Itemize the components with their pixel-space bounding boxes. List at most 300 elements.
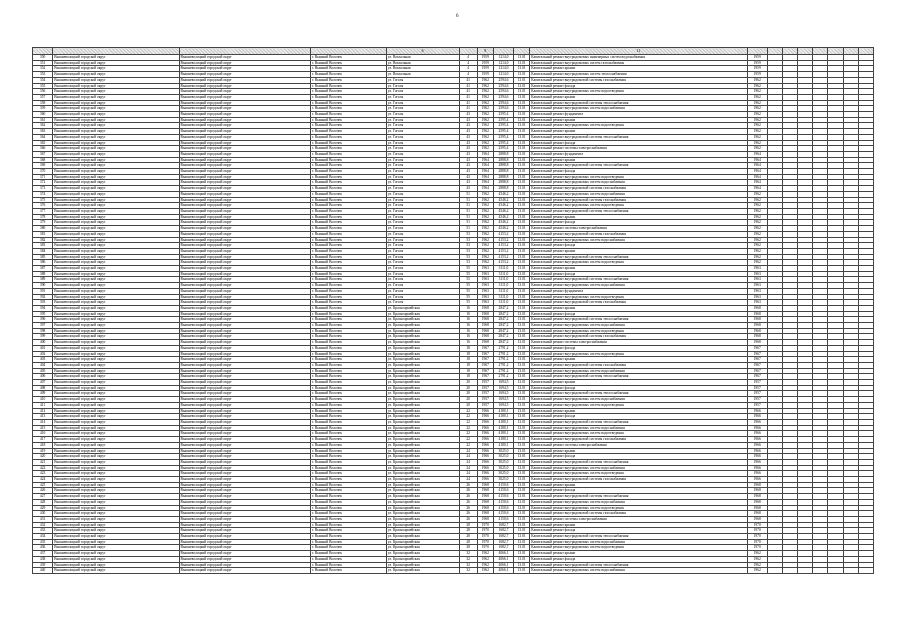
table-cell: Вышневолоцкий городской округ	[53, 562, 179, 568]
table-cell: Вышневолоцкий городской округ	[179, 66, 310, 72]
table-cell: 387	[33, 266, 53, 272]
table-cell: 1962	[477, 100, 493, 106]
table-cell: Капитальный ремонт фасада	[530, 556, 747, 562]
table-cell: Вышневолоцкий городской округ	[179, 243, 310, 249]
table-cell: Вышневолоцкий городской округ	[53, 334, 179, 340]
table-cell: ул. Красноармейская	[386, 459, 459, 465]
table-cell: 51	[459, 220, 477, 226]
column-header	[782, 48, 797, 55]
table-cell: 13.01	[514, 334, 530, 340]
table-cell: 374	[33, 191, 53, 197]
table-cell: Вышневолоцкий городской округ	[179, 169, 310, 175]
table-cell: Капитальный ремонт внутридомовой системы теплоснабжения	[530, 459, 747, 465]
table-cell: Вышневолоцкий городской округ	[53, 499, 179, 505]
table-cell: 4153,2	[493, 231, 513, 237]
table-cell: 1968	[477, 323, 493, 329]
table-cell: 422	[33, 465, 53, 471]
table-cell: Вышневолоцкий городской округ	[179, 528, 310, 534]
table-cell: Капитальный ремонт крыши	[530, 357, 747, 363]
table-cell: Вышневолоцкий городской округ	[179, 442, 310, 448]
table-cell: 13.01	[514, 214, 530, 220]
table-cell: 437	[33, 551, 53, 557]
table-cell: 2594,6	[493, 89, 513, 95]
table-cell: г. Вышний Волочек	[310, 568, 386, 574]
table-cell: 372	[33, 180, 53, 186]
table-cell: г. Вышний Волочек	[310, 117, 386, 123]
table-cell: ул. Гоголя	[386, 220, 459, 226]
table-cell	[843, 568, 858, 574]
table-cell: ул. Гоголя	[386, 254, 459, 260]
table-cell: 4153,2	[493, 248, 513, 254]
table-cell: 20	[459, 385, 477, 391]
table-cell: 1962	[747, 237, 767, 243]
table-cell: 4	[459, 60, 477, 66]
table-cell: г. Вышний Волочек	[310, 151, 386, 157]
table-cell: 1959	[477, 60, 493, 66]
table-cell: 390	[33, 283, 53, 289]
table-cell: 55	[459, 300, 477, 306]
table-cell: 13.01	[514, 123, 530, 129]
table-cell: г. Вышний Волочек	[310, 551, 386, 557]
table-cell: Вышневолоцкий городской округ	[53, 568, 179, 574]
table-cell: Капитальный ремонт фасада	[530, 271, 747, 277]
table-cell: Капитальный ремонт фасада	[530, 385, 747, 391]
table-cell: 1968	[477, 482, 493, 488]
column-header	[33, 48, 53, 55]
table-cell: 4546,2	[493, 220, 513, 226]
table-cell: Капитальный ремонт фасада	[530, 311, 747, 317]
table-cell: 1966	[747, 414, 767, 420]
table-cell: г. Вышний Волочек	[310, 488, 386, 494]
table-cell: 1957	[477, 397, 493, 403]
table-cell: г. Вышний Волочек	[310, 459, 386, 465]
table-cell: 13.01	[514, 323, 530, 329]
table-cell: 16	[459, 323, 477, 329]
table-cell: 1967	[477, 345, 493, 351]
table-cell: 13.01	[514, 248, 530, 254]
table-cell: 13.01	[514, 72, 530, 78]
table-cell: 1967	[477, 351, 493, 357]
table-cell: Капитальный ремонт крыши	[530, 66, 747, 72]
table-cell: 379	[33, 220, 53, 226]
table-cell: 370	[33, 169, 53, 175]
table-cell: 1963	[747, 294, 767, 300]
table-cell: г. Вышний Волочек	[310, 180, 386, 186]
table-cell: 1963	[747, 277, 767, 283]
table-cell: Капитальный ремонт внутридомовых систем водоотведения	[530, 89, 747, 95]
table-cell: ул. Гоголя	[386, 117, 459, 123]
table-cell	[798, 568, 813, 574]
table-cell: 13.01	[514, 477, 530, 483]
table-cell: Вышневолоцкий городской округ	[53, 140, 179, 146]
table-cell: Вышневолоцкий городской округ	[179, 220, 310, 226]
column-header	[459, 48, 477, 55]
table-cell: Вышневолоцкий городской округ	[179, 420, 310, 426]
table-cell: г. Вышний Волочек	[310, 169, 386, 175]
table-cell: Вышневолоцкий городской округ	[179, 448, 310, 454]
table-cell: 1962	[477, 117, 493, 123]
table-cell: г. Вышний Волочек	[310, 494, 386, 500]
table-cell: 2791,2	[493, 362, 513, 368]
table-cell: Капитальный ремонт внутридомовой системы газоснабжения	[530, 186, 747, 192]
table-cell: 1962	[747, 260, 767, 266]
table-cell: 13.01	[514, 516, 530, 522]
table-cell: Вышневолоцкий городской округ	[179, 186, 310, 192]
table-cell: 383	[33, 243, 53, 249]
table-cell: Вышневолоцкий городской округ	[53, 357, 179, 363]
table-cell: Вышневолоцкий городской округ	[179, 146, 310, 152]
table-cell: г. Вышний Волочек	[310, 83, 386, 89]
table-cell: 4150,6	[493, 516, 513, 522]
table-cell: Вышневолоцкий городской округ	[179, 568, 310, 574]
table-cell: 429	[33, 505, 53, 511]
table-cell: 1970	[747, 528, 767, 534]
table-cell: Вышневолоцкий городской округ	[53, 385, 179, 391]
table-cell: 41	[459, 77, 477, 83]
table-cell: Капитальный ремонт внутридомовой системы теплоснабжения	[530, 100, 747, 106]
table-cell: Капитальный ремонт фасада	[530, 488, 747, 494]
table-cell: 1682,7	[493, 545, 513, 551]
table-cell: Вышневолоцкий городской округ	[179, 397, 310, 403]
table-cell: Вышневолоцкий городской округ	[53, 442, 179, 448]
table-cell: 1966	[477, 414, 493, 420]
table-cell: Вышневолоцкий городской округ	[179, 477, 310, 483]
table-cell: г. Вышний Волочек	[310, 556, 386, 562]
table-cell: Вышневолоцкий городской округ	[53, 89, 179, 95]
table-cell: 1968	[747, 499, 767, 505]
table-cell: Вышневолоцкий городской округ	[179, 351, 310, 357]
table-cell: Капитальный ремонт внутридомовых систем водоснабжения	[530, 283, 747, 289]
table-cell: 13.01	[514, 260, 530, 266]
table-cell: 4180,1	[493, 442, 513, 448]
table-cell: 13.01	[514, 368, 530, 374]
table-cell: Вышневолоцкий городской округ	[53, 437, 179, 443]
table-cell: 13.01	[514, 414, 530, 420]
table-cell: Капитальный ремонт внутридомовых систем газоснабжения	[530, 60, 747, 66]
table-cell: 4150,6	[493, 505, 513, 511]
table-cell: Вышневолоцкий городской округ	[53, 197, 179, 203]
table-cell: 2791,2	[493, 351, 513, 357]
table-cell: Капитальный ремонт внутридомовых систем водоотведения	[530, 294, 747, 300]
table-cell: ул. Красноармейская	[386, 311, 459, 317]
table-cell: 13.01	[514, 83, 530, 89]
table-cell: Вышневолоцкий городской округ	[53, 214, 179, 220]
table-cell: 43	[459, 157, 477, 163]
table-cell: 1963	[477, 283, 493, 289]
table-cell: 43	[459, 186, 477, 192]
table-cell: 1962	[747, 197, 767, 203]
table-cell: 1970	[477, 528, 493, 534]
table-cell: 1963	[477, 300, 493, 306]
table-cell: ул. Гоголя	[386, 180, 459, 186]
table-cell: Капитальный ремонт фундамента	[530, 288, 747, 294]
table-cell: 43	[459, 123, 477, 129]
table-cell: 13.01	[514, 77, 530, 83]
table-cell: Вышневолоцкий городской округ	[53, 271, 179, 277]
table-cell: 28	[459, 539, 477, 545]
table-cell: 13.01	[514, 180, 530, 186]
table-cell: Капитальный ремонт внутридомовой системы газоснабжения	[530, 362, 747, 368]
table-cell: Капитальный ремонт крыши	[530, 408, 747, 414]
table-cell: 1966	[747, 477, 767, 483]
table-cell: 13.01	[514, 420, 530, 426]
table-cell: 1962	[477, 237, 493, 243]
table-cell: 51	[459, 226, 477, 232]
table-cell: г. Вышний Волочек	[310, 431, 386, 437]
table-cell: 13.01	[514, 437, 530, 443]
table-cell: Капитальный ремонт внутридомовых систем водоснабжения	[530, 191, 747, 197]
table-cell: 4153,2	[493, 260, 513, 266]
table-cell: 2847,2	[493, 305, 513, 311]
table-cell: 1962	[477, 129, 493, 135]
table-cell: г. Вышний Волочек	[310, 123, 386, 129]
table-cell: г. Вышний Волочек	[310, 288, 386, 294]
table-cell: ул. Красноармейская	[386, 323, 459, 329]
table-cell: 2847,2	[493, 340, 513, 346]
table-cell: г. Вышний Волочек	[310, 89, 386, 95]
table-cell: Капитальный ремонт внутридомовых систем водоотведения	[530, 351, 747, 357]
table-cell: 1964	[477, 151, 493, 157]
table-cell: Вышневолоцкий городской округ	[179, 494, 310, 500]
table-cell: 1968	[477, 505, 493, 511]
table-cell: 13.01	[514, 494, 530, 500]
table-cell: Вышневолоцкий городской округ	[53, 134, 179, 140]
table-cell: 1964	[747, 180, 767, 186]
table-cell: ул. Красноармейская	[386, 357, 459, 363]
table-cell: 350	[33, 55, 53, 61]
table-cell: 1962	[477, 562, 493, 568]
table-cell: г. Вышний Волочек	[310, 385, 386, 391]
table-cell: 22	[459, 425, 477, 431]
table-cell	[828, 568, 843, 574]
table-cell: 427	[33, 494, 53, 500]
table-cell: 4066,1	[493, 556, 513, 562]
table-cell: 1962	[747, 100, 767, 106]
table-cell: ул. Вокзальная	[386, 55, 459, 61]
table-cell: Вышневолоцкий городской округ	[53, 516, 179, 522]
table-cell: 1962	[747, 214, 767, 220]
table-cell: Капитальный ремонт внутридомовой системы теплоснабжения	[530, 562, 747, 568]
table-cell: Вышневолоцкий городской округ	[53, 237, 179, 243]
table-cell: 440	[33, 568, 53, 574]
table-cell: 1957	[747, 385, 767, 391]
table-cell: 55	[459, 266, 477, 272]
table-cell: 4150,6	[493, 488, 513, 494]
table-cell: 1694,5	[493, 385, 513, 391]
table-cell: 26	[459, 511, 477, 517]
table-cell: 1968	[747, 311, 767, 317]
table-cell: 4066,1	[493, 562, 513, 568]
table-cell: ул. Гоголя	[386, 174, 459, 180]
table-cell: 1962	[747, 146, 767, 152]
table-cell: 426	[33, 488, 53, 494]
table-cell: ул. Красноармейская	[386, 505, 459, 511]
table-cell: 359	[33, 106, 53, 112]
table-cell: 366	[33, 146, 53, 152]
table-cell: 1968	[747, 516, 767, 522]
table-cell: 4546,2	[493, 197, 513, 203]
table-cell: 41	[459, 100, 477, 106]
table-cell: 13.01	[514, 568, 530, 574]
table-cell: г. Вышний Волочек	[310, 220, 386, 226]
table-cell: Капитальный ремонт внутридомовой системы теплоснабжения	[530, 494, 747, 500]
table-cell: 26	[459, 499, 477, 505]
table-cell: ул. Красноармейская	[386, 362, 459, 368]
table-cell: 363	[33, 129, 53, 135]
table-cell: 356	[33, 89, 53, 95]
table-cell: Вышневолоцкий городской округ	[53, 488, 179, 494]
table-cell: 1959	[747, 66, 767, 72]
table-cell: Вышневолоцкий городской округ	[179, 471, 310, 477]
table-cell: Вышневолоцкий городской округ	[179, 328, 310, 334]
table-cell: 1957	[747, 397, 767, 403]
table-cell: 1966	[477, 459, 493, 465]
table-cell: Вышневолоцкий городской округ	[53, 471, 179, 477]
table-cell: 32	[459, 556, 477, 562]
table-cell: 2888,8	[493, 169, 513, 175]
table-cell: Вышневолоцкий городской округ	[179, 545, 310, 551]
table-cell: ул. Гоголя	[386, 100, 459, 106]
table-cell: 13.01	[514, 66, 530, 72]
table-cell: 1968	[477, 494, 493, 500]
table-cell: 1962	[747, 191, 767, 197]
table-cell: г. Вышний Волочек	[310, 55, 386, 61]
table-cell: 13.01	[514, 163, 530, 169]
table-cell: 1966	[477, 408, 493, 414]
table-cell: ул. Красноармейская	[386, 374, 459, 380]
table-cell: 1962	[477, 146, 493, 152]
table-cell: 16	[459, 305, 477, 311]
table-cell: г. Вышний Волочек	[310, 465, 386, 471]
table-cell: Капитальный ремонт крыши	[530, 551, 747, 557]
table-cell: 4150,6	[493, 494, 513, 500]
table-cell: 381	[33, 231, 53, 237]
table-cell: 28	[459, 522, 477, 528]
table-cell: 2888,8	[493, 174, 513, 180]
table-cell: 18	[459, 357, 477, 363]
table-cell: 1957	[477, 391, 493, 397]
table-cell: 1962	[747, 89, 767, 95]
table-cell: Капитальный ремонт внутридомовых систем водоотведения	[530, 174, 747, 180]
table-cell: Вышневолоцкий городской округ	[53, 539, 179, 545]
table-cell: 13.01	[514, 226, 530, 232]
table-cell: 51	[459, 203, 477, 209]
table-cell: 352	[33, 66, 53, 72]
table-cell: ул. Гоголя	[386, 146, 459, 152]
table-cell: Вышневолоцкий городской округ	[179, 499, 310, 505]
table-cell: 1968	[477, 511, 493, 517]
table-cell: Вышневолоцкий городской округ	[53, 414, 179, 420]
table-cell: 13.01	[514, 397, 530, 403]
column-header	[828, 48, 843, 55]
table-cell: Капитальный ремонт внутридомовой системы теплоснабжения	[530, 277, 747, 283]
table-cell: Капитальный ремонт фасада	[530, 169, 747, 175]
table-cell: 24	[459, 477, 477, 483]
table-cell: 361	[33, 117, 53, 123]
table-cell: 1964	[477, 180, 493, 186]
table-cell: 4066,1	[493, 568, 513, 574]
table-cell: Капитальный ремонт системы электроснабжения	[530, 340, 747, 346]
table-cell: 355	[33, 83, 53, 89]
table-cell: 43	[459, 180, 477, 186]
table-cell: 1962	[747, 117, 767, 123]
table-cell: Вышневолоцкий городской округ	[179, 77, 310, 83]
table-cell: г. Вышний Волочек	[310, 140, 386, 146]
table-cell: 13.01	[514, 283, 530, 289]
table-cell: Вышневолоцкий городской округ	[53, 66, 179, 72]
table-cell: Капитальный ремонт внутридомовой системы теплоснабжения	[530, 534, 747, 540]
table-cell: Капитальный ремонт внутридомовой системы теплоснабжения	[530, 208, 747, 214]
table-cell: Вышневолоцкий городской округ	[179, 380, 310, 386]
table-cell: 13.01	[514, 380, 530, 386]
column-header	[843, 48, 858, 55]
table-cell: 4180,1	[493, 431, 513, 437]
table-cell: 13.01	[514, 511, 530, 517]
table-cell: ул. Гоголя	[386, 266, 459, 272]
table-cell: г. Вышний Волочек	[310, 129, 386, 135]
table-cell: г. Вышний Волочек	[310, 254, 386, 260]
table-cell: 3111,0	[493, 288, 513, 294]
table-cell: 1968	[747, 328, 767, 334]
table-cell: 412	[33, 408, 53, 414]
table-cell: Вышневолоцкий городской округ	[179, 226, 310, 232]
table-cell: г. Вышний Волочек	[310, 562, 386, 568]
table-cell: ул. Красноармейская	[386, 545, 459, 551]
table-cell: 13.01	[514, 300, 530, 306]
table-cell: ул. Гоголя	[386, 283, 459, 289]
table-cell: 1957	[477, 402, 493, 408]
table-cell: Вышневолоцкий городской округ	[179, 334, 310, 340]
table-cell: 13.01	[514, 317, 530, 323]
table-cell: Капитальный ремонт системы электроснабжения	[530, 442, 747, 448]
table-cell: 18	[459, 374, 477, 380]
table-cell: Вышневолоцкий городской округ	[179, 237, 310, 243]
table-cell: 2791,2	[493, 374, 513, 380]
table-cell: 1962	[477, 248, 493, 254]
table-cell: 1962	[477, 134, 493, 140]
table-cell: 1968	[747, 494, 767, 500]
table-cell: 13.01	[514, 374, 530, 380]
table-cell: 24	[459, 448, 477, 454]
table-cell: 385	[33, 254, 53, 260]
table-cell: 420	[33, 454, 53, 460]
table-cell: ул. Гоголя	[386, 163, 459, 169]
table-cell: 13.01	[514, 488, 530, 494]
table-cell: Вышневолоцкий городской округ	[179, 402, 310, 408]
table-cell: ул. Красноармейская	[386, 488, 459, 494]
table-cell: Капитальный ремонт внутридомовой системы газоснабжения	[530, 511, 747, 517]
table-cell: 1694,5	[493, 402, 513, 408]
table-cell: Вышневолоцкий городской округ	[179, 283, 310, 289]
table-cell: 2595,4	[493, 123, 513, 129]
table-cell: 1962	[477, 89, 493, 95]
table-cell: 1967	[477, 374, 493, 380]
table-cell: Капитальный ремонт крыши	[530, 94, 747, 100]
table-cell: Вышневолоцкий городской округ	[53, 448, 179, 454]
table-cell: 2595,4	[493, 117, 513, 123]
table-cell: 434	[33, 534, 53, 540]
table-cell: 13.01	[514, 100, 530, 106]
table-cell: 13.01	[514, 345, 530, 351]
table-cell: Капитальный ремонт внутридомовых систем водоснабжения	[530, 499, 747, 505]
table-cell: ул. Гоголя	[386, 186, 459, 192]
table-cell: 22	[459, 408, 477, 414]
table-cell: 53	[459, 231, 477, 237]
table-cell: 371	[33, 174, 53, 180]
table-cell: ул. Гоголя	[386, 83, 459, 89]
table-cell: 3025,0	[493, 459, 513, 465]
table-cell: 1968	[477, 311, 493, 317]
